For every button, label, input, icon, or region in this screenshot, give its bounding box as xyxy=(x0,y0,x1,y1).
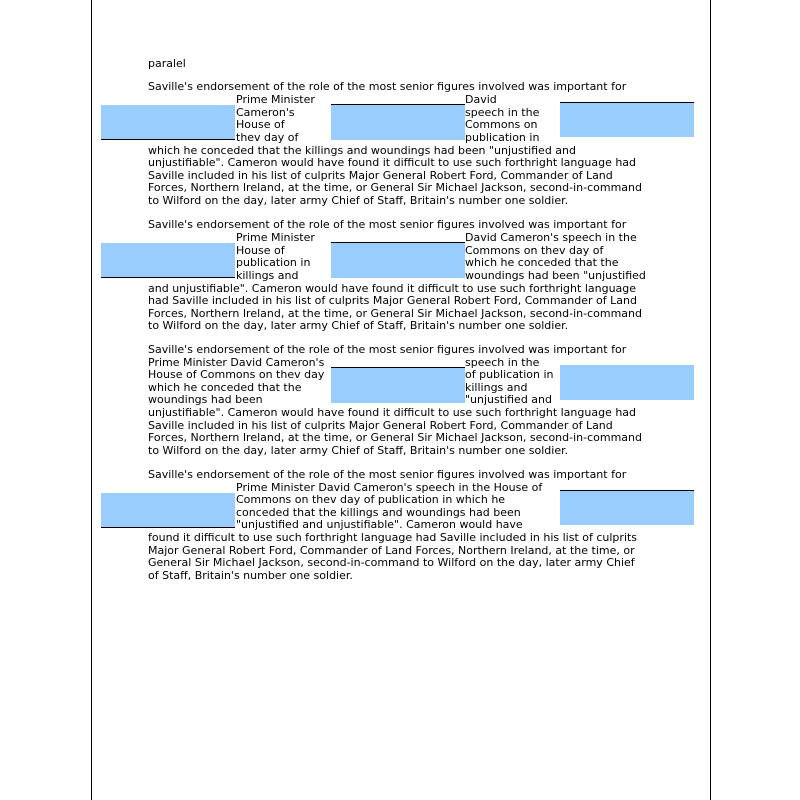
block-1-tail-4: Forces, Northern Ireland, at the time, or General Sir Michael Jackson, second-in-command xyxy=(148,181,643,194)
block-4-col-a-2: Commons on thev day of publication in which he xyxy=(236,493,506,506)
block-3-intro: Saville's endorsement of the role of the most senior figures involved was important for xyxy=(148,343,627,356)
block-2-intro: Saville's endorsement of the role of the most senior figures involved was important for xyxy=(148,218,627,231)
block-3-col-a-4: woundings had been xyxy=(148,393,263,406)
block-3-tail-4: to Wilford on the day, later army Chief of Staff, Britain's number one soldier. xyxy=(148,444,569,457)
block-4-col-a-3: conceded that the killings and woundings had been xyxy=(236,506,521,519)
block-4-left-box xyxy=(101,493,235,528)
block-2-tail-2: had Saville included in his list of culprits Major General Robert Ford, Commander of Land xyxy=(148,294,637,307)
block-3-col-a-3: which he conceded that the xyxy=(148,381,302,394)
block-4-tail-3: General Sir Michael Jackson, second-in-command to Wilford on the day, later army Chief xyxy=(148,556,635,569)
block-3-col-b-1: speech in the xyxy=(465,356,540,369)
block-2-left-box xyxy=(101,243,235,278)
block-2-tail-1: and unjustifiable". Cameron would have found it difficult to use such forthright language xyxy=(148,282,637,295)
block-3-right-box xyxy=(560,365,694,400)
block-1-tail-2: unjustifiable". Cameron would have found it difficult to use such forthright language had xyxy=(148,156,637,169)
block-4-intro: Saville's endorsement of the role of the most senior figures involved was important for xyxy=(148,468,627,481)
block-4-col-a-4: "unjustified and unjustifiable". Cameron would have xyxy=(236,518,523,531)
block-1-tail-3: Saville included in his list of culprits Major General Robert Ford, Commander of Land xyxy=(148,169,613,182)
block-2-col-a-4: killings and xyxy=(236,269,299,282)
block-1-tail-1: which he conceded that the killings and woundings had been "unjustified and xyxy=(148,144,576,157)
block-1-col-a-3: House of xyxy=(236,118,285,131)
block-1-col-b-3: Commons on xyxy=(465,118,538,131)
block-2-col-a-3: publication in xyxy=(236,256,311,269)
block-4-col-a-1: Prime Minister David Cameron's speech in the House of xyxy=(236,481,543,494)
block-2-col-a-2: House of xyxy=(236,244,285,257)
block-2-tail-4: to Wilford on the day, later army Chief of Staff, Britain's number one soldier. xyxy=(148,319,569,332)
block-1-right-box xyxy=(560,102,694,137)
block-4-right-box xyxy=(560,490,694,525)
block-2-col-b-3: which he conceded that the xyxy=(465,256,619,269)
block-1-left-box xyxy=(101,105,235,140)
block-1-col-a-2: Cameron's xyxy=(236,106,295,119)
block-1-col-b-4: publication in xyxy=(465,131,540,144)
block-2-col-b-1: David Cameron's speech in the xyxy=(465,231,637,244)
block-4-tail-1: found it difficult to use such forthright language had Saville included in his list of culprits xyxy=(148,531,638,544)
block-2-col-a-1: Prime Minister xyxy=(236,231,315,244)
block-3-tail-1: unjustifiable". Cameron would have found it difficult to use such forthright language had xyxy=(148,406,637,419)
block-1-col-a-1: Prime Minister xyxy=(236,93,315,106)
block-1-tail-5: to Wilford on the day, later army Chief of Staff, Britain's number one soldier. xyxy=(148,194,569,207)
block-2-mid-box xyxy=(331,243,465,278)
block-3-col-a-1: Prime Minister David Cameron's xyxy=(148,356,325,369)
block-1-col-a-4: thev day of xyxy=(236,131,299,144)
block-1-col-b-2: speech in the xyxy=(465,106,540,119)
block-3-tail-3: Forces, Northern Ireland, at the time, or General Sir Michael Jackson, second-in-command xyxy=(148,431,643,444)
block-1-intro: Saville's endorsement of the role of the most senior figures involved was important for xyxy=(148,80,627,93)
block-3-tail-2: Saville included in his list of culprits Major General Robert Ford, Commander of Land xyxy=(148,419,613,432)
block-3-col-b-2: of publication in xyxy=(465,368,554,381)
block-2-col-b-4: woundings had been "unjustified xyxy=(465,269,646,282)
block-3-mid-box xyxy=(331,368,465,403)
block-2-tail-3: Forces, Northern Ireland, at the time, or General Sir Michael Jackson, second-in-command xyxy=(148,307,643,320)
block-4-tail-2: Major General Robert Ford, Commander of Land Forces, Northern Ireland, at the time, or xyxy=(148,544,635,557)
block-1-col-b-1: David xyxy=(465,93,497,106)
page-title: paralel xyxy=(148,57,186,70)
block-4-tail-4: of Staff, Britain's number one soldier. xyxy=(148,569,353,582)
block-3-col-a-2: House of Commons on thev day xyxy=(148,368,325,381)
block-2-col-b-2: Commons on thev day of xyxy=(465,244,604,257)
block-1-mid-box xyxy=(331,105,465,140)
block-3-col-b-3: killings and xyxy=(465,381,528,394)
block-3-col-b-4: "unjustified and xyxy=(465,393,553,406)
